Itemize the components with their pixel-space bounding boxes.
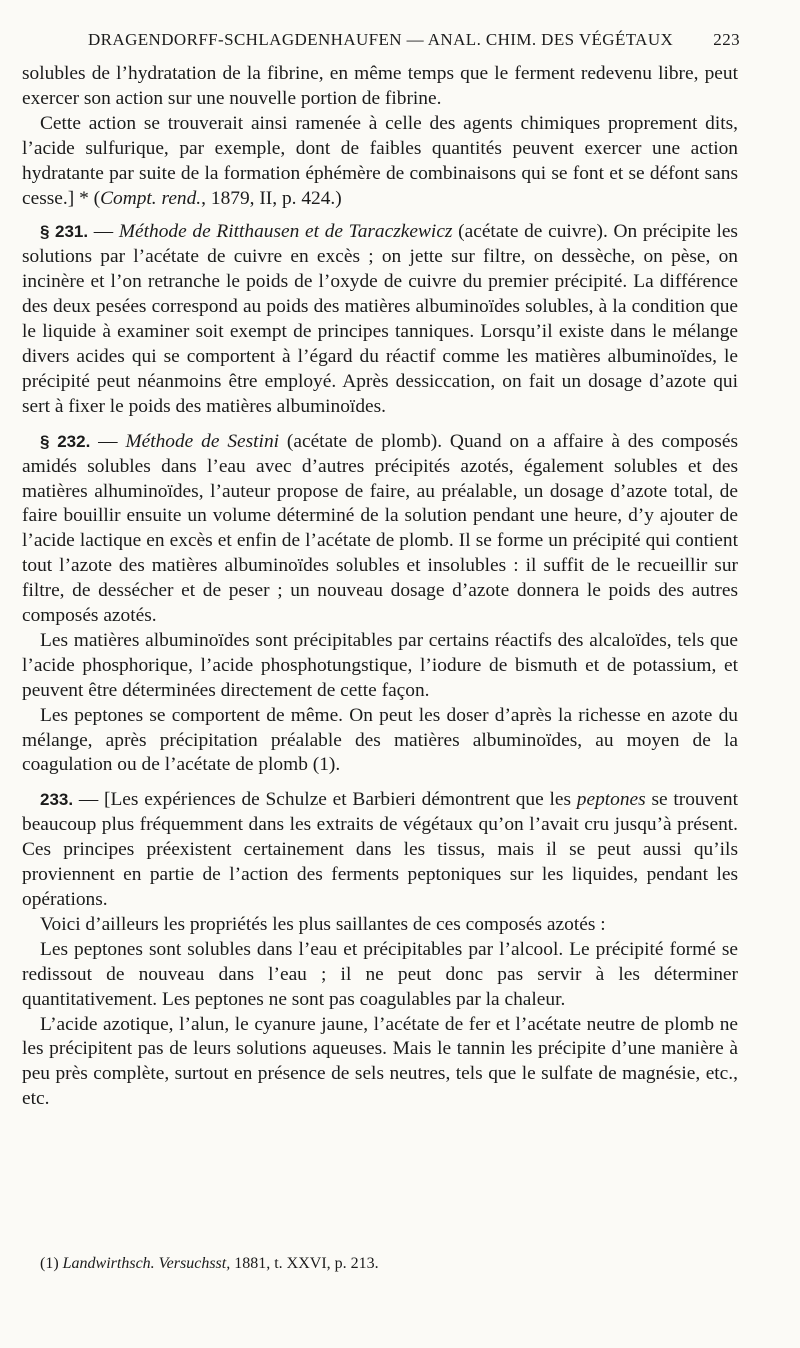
paragraph: Les matières albuminoïdes sont précipitables par certains réactifs des alcaloïdes, tels que l’acide phosphorique, l’acide phosphotungstique, l’iodure de bismuth et de potassium, et peuvent être déterminées directement de cette façon.: [22, 629, 738, 701]
paragraph: Les peptones sont solubles dans l’eau et précipitables par l’alcool. Le précipité formé se redissout de nouveau dans l’eau ; il ne peut donc pas servir à les déterminer quantitativement. Les peptones ne sont pas coagulables par la chaleur.: [22, 938, 738, 1010]
section-title: Méthode de Sestini: [125, 430, 280, 452]
section-number: § 231.: [40, 222, 89, 242]
running-head: DRAGENDORFF-SCHLAGDENHAUFEN — ANAL. CHIM. DES VÉGÉTAUX: [88, 30, 674, 49]
paragraph: solubles de l’hydratation de la fibrine, en même temps que le ferment redevenu libre, peut exercer son action sur une nouvelle portion de fibrine.: [22, 63, 738, 109]
paragraph: L’acide azotique, l’alun, le cyanure jaune, l’acétate de fer et l’acétate neutre de plomb ne les précipitent pas de leurs solutions aqueuses. Mais le tannin les précipite d’une manière à peu près complète, surtout en présence de sels neutres, tels que le sulfate de magnésie, etc., etc.: [22, 1013, 738, 1110]
section-232: § 232. — Méthode de Sestini (acétate de plomb). Quand on a affaire à des composés amidés solubles dans l’eau avec d’autres précipités azotés, également solubles et des matières alhuminoïdes, l’auteur propose de faire, au préalable, un dosage d’azote total, de faire bouillir ensuite un volume déterminé de la solution pendant une heure, d’y ajouter de l’acide lactique en excès et enfin de l’acétate de plomb. Il se forme un précipité qui contient tout l’azote des matières albuminoïdes solubles et insolubles : il suffit de le recueillir sur filtre, de dessécher et de peser ; un nouveau dosage d’azote donnera le poids des autres composés azotés.: [22, 430, 739, 627]
section-number: 233.: [40, 790, 74, 810]
footnote: [40, 1254, 740, 1274]
footnote-details: 1881, t. XXVI, p. 213.: [230, 1255, 379, 1272]
section-title: Méthode de Ritthausen et de Taraczkewicz: [118, 221, 453, 243]
section-number: § 232.: [40, 431, 91, 451]
footnote-source: Landwirthsch. Versuchsst,: [62, 1255, 231, 1272]
body-text: [22, 62, 738, 1112]
italic-term: peptones: [576, 789, 646, 811]
page-header: [88, 30, 740, 50]
section-231: § 231. — Méthode de Ritthausen et de Taraczkewicz (acétate de cuivre). On précipite les solutions par l’acétate de cuivre en excès ; on jette sur filtre, on dessèche, on pèse, on incinère et l’on retranche le poids de l’oxyde de cuivre du premier précipité. La différence des deux pesées correspond au poids des matières albuminoïdes solubles, à la condition que le liquide à examiner soit exempt de principes tanniques. Lorsqu’il existe dans le mélange divers acides qui se comportent à l’égard du réactif comme les matières albuminoïdes, le précipité peut néanmoins être employé. Après dessiccation, on fait un dosage d’azote qui sert à fixer le poids des matières albuminoïdes.: [22, 221, 738, 417]
paragraph: Cette action se trouverait ainsi ramenée à celle des agents chimiques proprement dits, l’acide sulfurique, par exemple, dont de faibles quantités peuvent exercer une action hydratante par suite de la formation éphémère de combinaisons qui se font et se défont sans cesse.] * (Compt. rend., 1879, II, p. 424.): [22, 112, 738, 209]
footnote-mark: (1): [40, 1255, 59, 1272]
section-233: 233. — [Les expériences de Schulze et Barbieri démontrent que les peptones se trouvent beaucoup plus fréquemment dans les extraits de végétaux qu’on l’avait cru jusqu’à présent. Ces principes préexistent certainement dans les tissus, mais il se peut aussi qu’ils proviennent en partie de l’action des ferments peptoniques sur les liquides, pendant les opérations.: [22, 789, 738, 910]
page-number: 223: [713, 30, 740, 49]
citation: Compt. rend.: [100, 187, 202, 209]
paragraph: Les peptones se comportent de même. On peut les doser d’après la richesse en azote du mélange, après précipitation préalable des matières albuminoïdes, au moyen de la coagulation ou de l’acétate de plomb (1).: [22, 704, 738, 776]
paragraph: Voici d’ailleurs les propriétés les plus saillantes de ces composés azotés :: [40, 913, 606, 935]
